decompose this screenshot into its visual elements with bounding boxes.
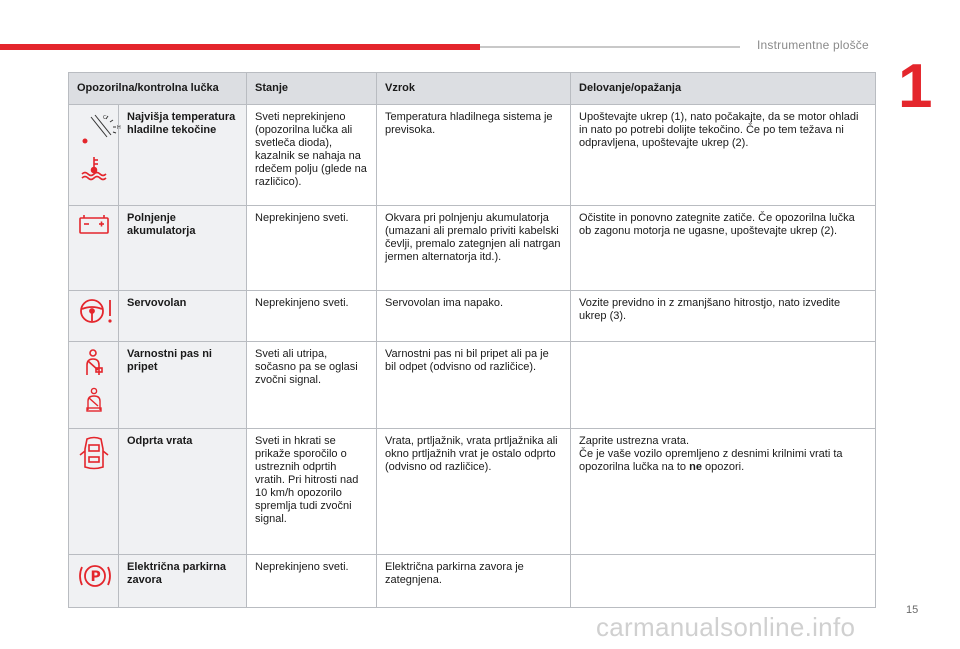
chapter-number: 1 [898,52,933,121]
light-cause: Okvara pri polnjenju akumulatorja (umazani ali premalo priviti kabelski čevlji, premalo zategnjen ali natrgan jermen alternatorja itd.). [377,206,571,291]
icon-cell [69,206,119,291]
table-row [69,291,876,342]
column-header-state: Stanje [247,73,377,105]
light-cause: Temperatura hladilnega sistema je previsoka. [377,105,571,206]
light-state: Neprekinjeno sveti. [247,555,377,608]
light-action: Vozite previdno in z zmanjšano hitrostjo, nato izvedite ukrep (3). [571,291,876,342]
light-name: Polnjenje akumulatorja [119,206,247,291]
column-header-action: Delovanje/opažanja [571,73,876,105]
light-action: Upoštevajte ukrep (1), nato počakajte, da se motor ohladi in nato po potrebi dolijte tekočino. Če po tem težava ni odpravljena, upoštevajte ukrep (2). [571,105,876,206]
light-cause: Električna parkirna zavora je zategnjena. [377,555,571,608]
light-state: Neprekinjeno sveti. [247,206,377,291]
light-state: Sveti neprekinjeno (opozorilna lučka ali svetleča dioda), kazalnik se nahaja na rdečem polju (glede na različico). [247,105,377,206]
light-action [571,342,876,429]
icon-cell [69,429,119,555]
light-state: Sveti in hkrati se prikaže sporočilo o ustreznih odprtih vratih. Pri hitrosti nad 10 km/h opozorilo spremlja tudi zvočni signal. [247,429,377,555]
table-row [69,105,876,206]
light-name: Električna parkirna zavora [119,555,247,608]
page-number: 15 [906,604,919,616]
header-accent-bar [0,44,480,50]
light-cause: Varnostni pas ni bil pripet ali pa je bil odpet (odvisno od različice). [377,342,571,429]
light-action: Očistite in ponovno zategnite zatiče. Če opozorilna lučka ob zagonu motorja ne ugasne, upoštevajte ukrep (2). [571,206,876,291]
section-title: Instrumentne plošče [757,38,869,52]
light-name: Odprta vrata [119,429,247,555]
light-cause: Servovolan ima napako. [377,291,571,342]
svg-text:C: C [103,115,107,121]
door-open-icon [78,435,110,473]
column-header-light: Opozorilna/kontrolna lučka [69,73,247,105]
table-row [69,342,876,429]
parking-brake-icon [77,561,113,591]
seatbelt-rear-icon [82,386,106,412]
light-name: Varnostni pas ni pripet [119,342,247,429]
light-name: Najvišja temperatura hladilne tekočine [119,105,247,206]
seatbelt-icon [79,348,109,378]
table-row [69,429,876,555]
icon-cell [69,291,119,342]
column-header-cause: Vzrok [377,73,571,105]
table-header-row [69,73,876,105]
icon-cell [69,342,119,429]
light-name: Servovolan [119,291,247,342]
coolant-warning-light-icon [79,155,109,181]
watermark: carmanualsonline.info [596,612,856,642]
table-row [69,555,876,608]
header-divider [480,46,740,48]
table-row [69,206,876,291]
light-cause: Vrata, prtljažnik, vrata prtljažnika ali okno prtljažnih vrat je ostalo odprto (odvisno od različice). [377,429,571,555]
icon-cell [69,555,119,608]
light-action [571,555,876,608]
battery-charge-icon [77,212,111,236]
light-action: Zaprite ustrezna vrata. Če je vaše vozilo opremljeno z desnimi krilnimi vrati ta opozorilna lučka na to ne opozori. [571,429,876,555]
power-steering-icon [77,297,117,325]
icon-cell [69,105,119,206]
light-state: Neprekinjeno sveti. [247,291,377,342]
svg-text:H: H [117,125,121,131]
warning-lights-table [68,72,876,608]
svg-text:P: P [90,569,101,585]
light-state: Sveti ali utripa, sočasno pa se oglasi zvočni signal. [247,342,377,429]
